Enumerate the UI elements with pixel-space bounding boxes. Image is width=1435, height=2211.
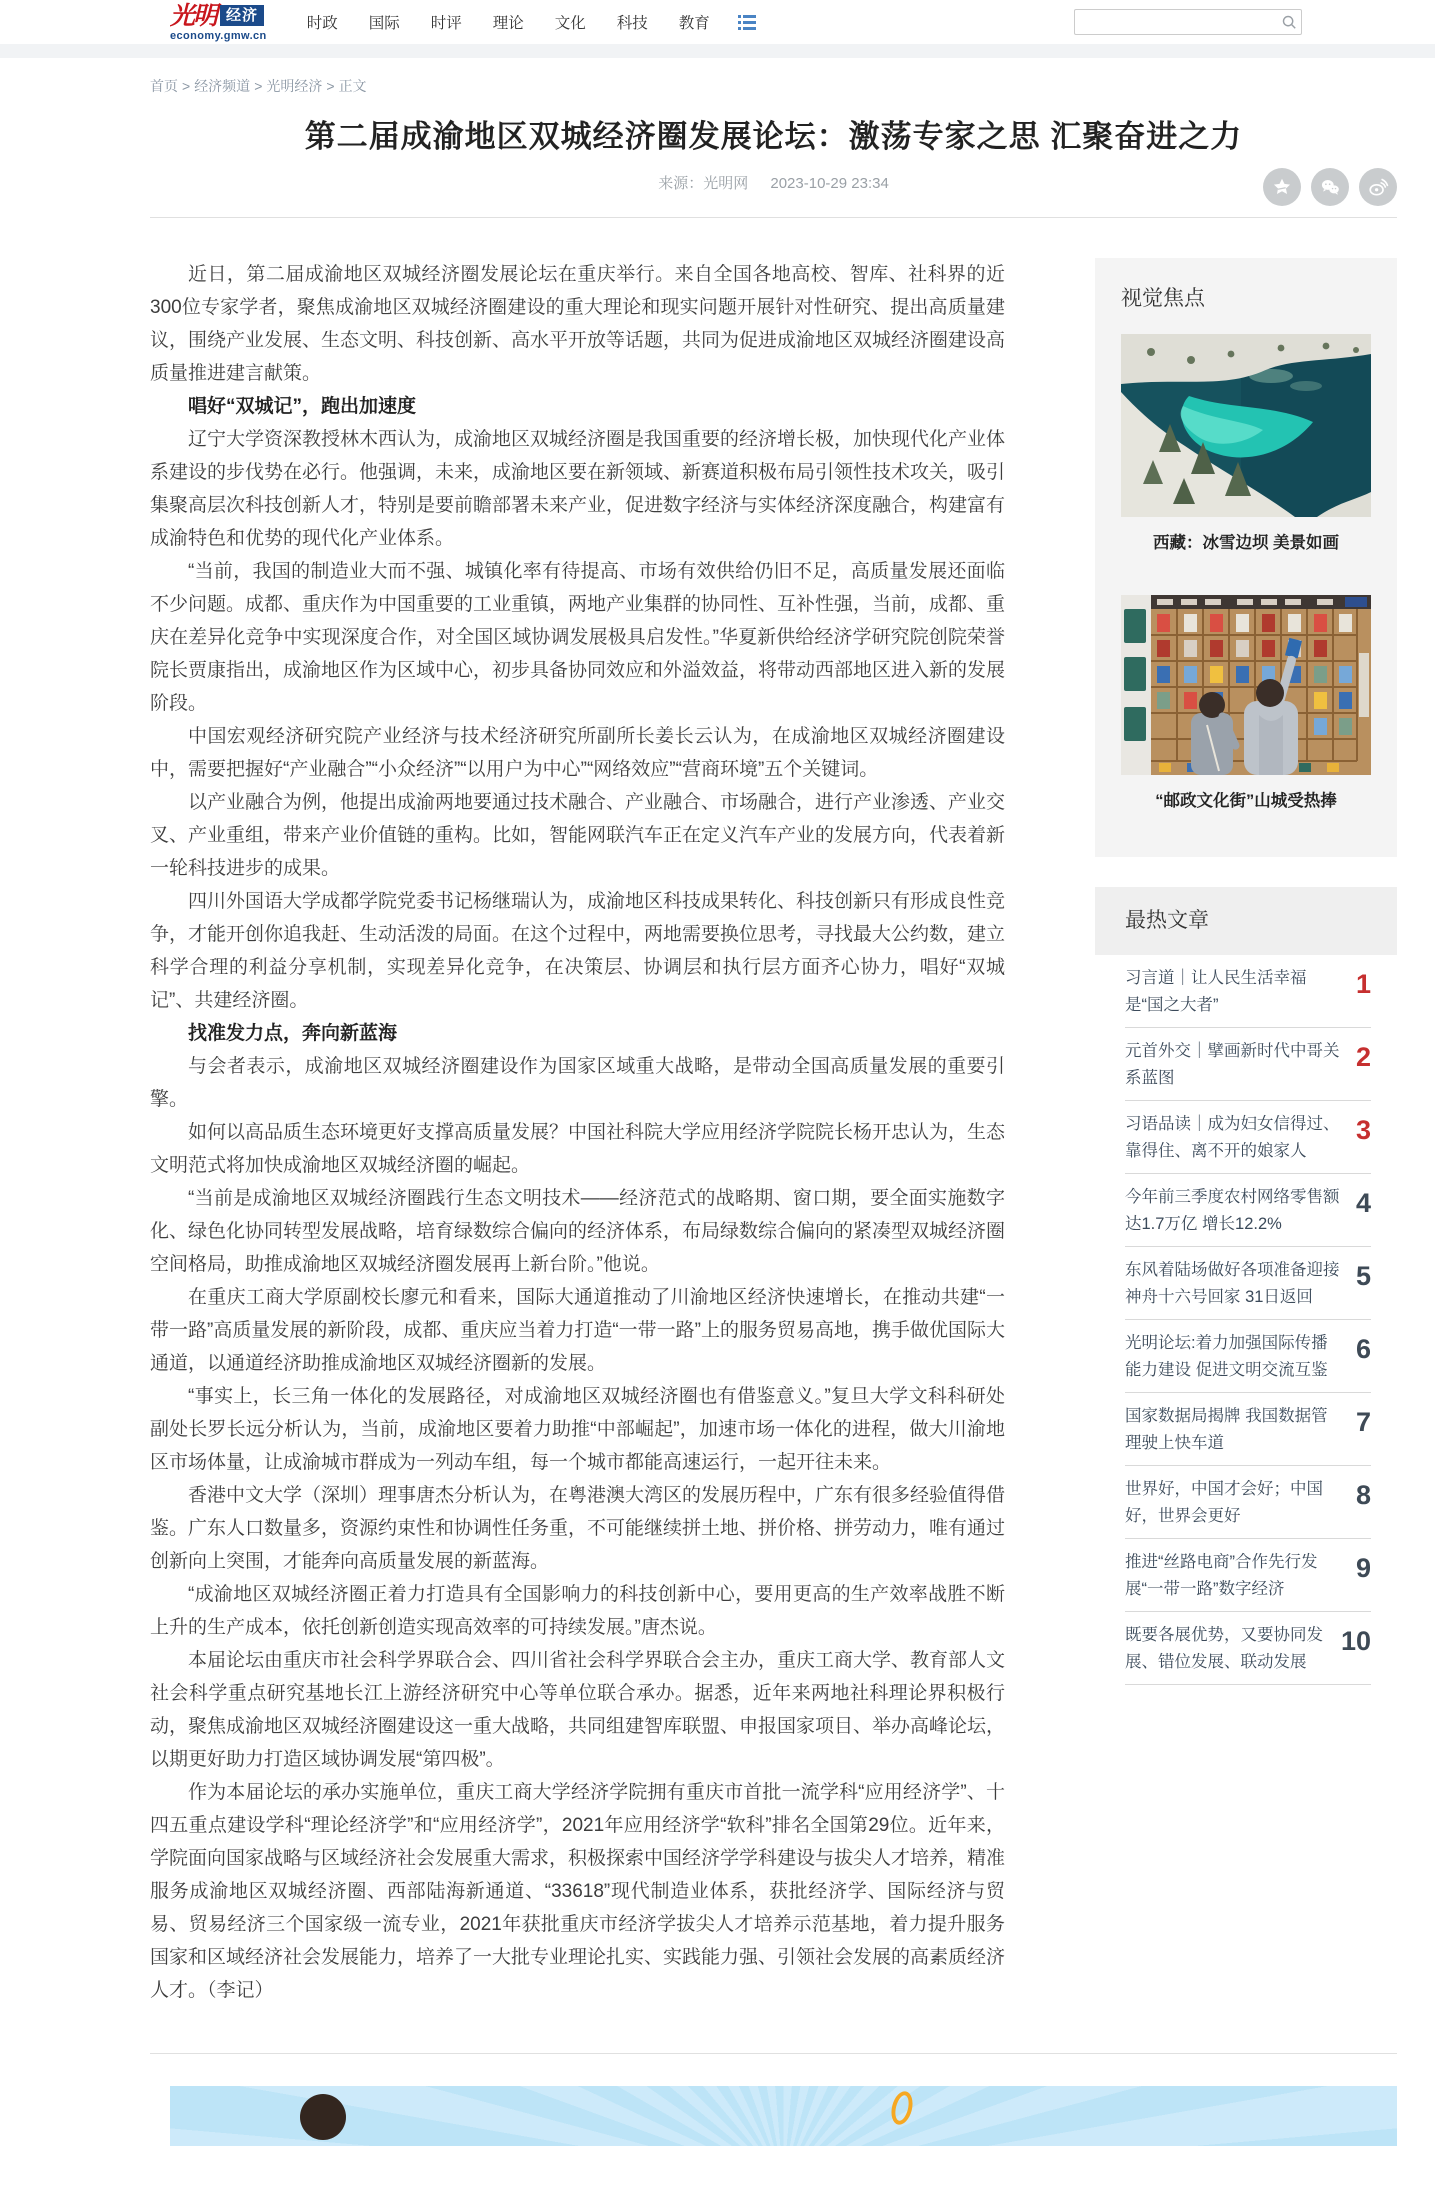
qzone-share-icon[interactable] [1263,168,1301,206]
hot-article-rank: 4 [1355,1188,1371,1218]
breadcrumb-link-2[interactable]: 经济频道 [194,78,251,94]
breadcrumb-separator: > [326,78,335,94]
visual-focus-title: 视觉焦点 [1121,287,1205,310]
breadcrumb-link-4[interactable]: 正文 [338,78,367,94]
banner-figure-decoration [300,2094,346,2140]
article-paragraph: “事实上，长三角一体化的发展路径，对成渝地区双城经济圈也有借鉴意义。”复旦大学文科科研处副处长罗长远分析认为，当前，成渝地区要着力助推“中部崛起”，加速市场一体化的进程，做大川渝地区市场体量，让成渝城市群成为一列动车组，每一个城市都能高速运行，一起开往未来。 [150,1386,1005,1473]
nav-item-2[interactable]: 国际 [368,15,400,32]
article-header-rule [150,217,1397,218]
visual-focus-image-lake[interactable] [1121,334,1371,517]
sidebar [1095,258,1397,1685]
hot-article-rank: 2 [1355,1042,1371,1072]
article-datetime: 2023-10-29 23:34 [770,175,889,192]
hot-article-title: 东风着陆场做好各项准备迎接神舟十六号回家 31日返回 [1125,1261,1340,1306]
hot-article-item-5[interactable] [1125,1247,1371,1320]
weibo-share-icon[interactable] [1359,168,1397,206]
article-paragraph: 近日，第二届成渝地区双城经济圈发展论坛在重庆举行。来自全国各地高校、智库、社科界的近300位专家学者，聚焦成渝地区双城经济圈建设的重大理论和现实问题开展针对性研究、提出高质量建议，围绕产业发展、生态文明、科技创新、高水平开放等话题，共同为促进成渝地区双城经济圈建设高质量推进建言献策。 [150,264,1006,384]
content-area [150,258,1397,2007]
nav-item-4[interactable]: 理论 [492,15,524,32]
hot-article-rank: 6 [1355,1334,1371,1364]
nav-menu [307,11,710,33]
hot-article-title: 世界好，中国才会好；中国好，世界会更好 [1125,1480,1323,1525]
article-paragraph: 本届论坛由重庆市社会科学界联合会、四川省社会科学界联合会主办，重庆工商大学、教育部人文社会科学重点研究基地长江上游经济研究中心等单位联合承办。据悉，近年来两地社科理论界积极行动，聚焦成渝地区双城经济圈建设这一重大战略，共同组建智库联盟、申报国家项目、举办高峰论坛，以期更好助力打造区域协调发展“第四极”。 [150,1650,1006,1770]
share-icons [1263,168,1397,206]
hot-article-rank: 9 [1355,1553,1371,1583]
article-paragraph: 作为本届论坛的承办实施单位，重庆工商大学经济学院拥有重庆市首批一流学科“应用经济学”、十四五重点建设学科“理论经济学”和“应用经济学”，2021年应用经济学“软科”排名全国第29位。近年来，学院面向国家战略与区域经济社会发展重大需求，积极探索中国经济学学科建设与拔尖人才培养，精准服务成渝地区双城经济圈、西部陆海新通道、“33618”现代制造业体系，获批经济学、国际经济与贸易、贸易经济三个国家级一流专业，2021年获批重庆市经济学拔尖人才培养示范基地，着力提升服务国家和区域经济社会发展能力，培养了一大批专业理论扎实、实践能力强、引领社会发展的高素质经济人才。（李记） [150,1782,1006,2001]
search-input[interactable] [1075,15,1277,30]
logo-brand-text: 光明 [170,0,217,30]
page-title: 第二届成渝地区双城经济圈发展论坛：激荡专家之思 汇聚奋进之力 [304,119,1243,154]
article-paragraph: 中国宏观经济研究院产业经济与技术经济研究所副所长姜长云认为，在成渝地区双城经济圈建设中，需要把握好“产业融合”“小众经济”“以用户为中心”“网络效应”“营商环境”五个关键词。 [150,726,1005,780]
visual-focus-box [1095,258,1397,857]
bottom-ad-banner[interactable] [170,2086,1397,2146]
visual-focus-caption[interactable]: “邮政文化街”山城受热捧 [1155,792,1337,810]
hot-article-item-9[interactable] [1125,1539,1371,1612]
logo-channel-badge: 经济 [220,5,264,26]
article-paragraph: “成渝地区双城经济圈正着力打造具有全国影响力的科技创新中心，要用更高的生产效率战胜不断上升的生产成本，依托创新创造实现高效率的可持续发展。”唐杰说。 [150,1584,1005,1638]
hot-article-item-7[interactable] [1125,1393,1371,1466]
breadcrumb [150,76,1435,96]
header-divider-strip [0,44,1435,58]
search-box [1074,9,1302,35]
hot-article-item-10[interactable] [1125,1612,1371,1685]
hot-articles-title: 最热文章 [1095,887,1397,955]
bottom-rule [150,2053,1397,2054]
breadcrumb-separator: > [254,78,263,94]
breadcrumb-separator: > [182,78,191,94]
hot-article-item-2[interactable] [1125,1028,1371,1101]
visual-focus-caption[interactable]: 西藏：冰雪边坝 美景如画 [1152,534,1340,552]
breadcrumb-link-3[interactable]: 光明经济 [266,78,323,94]
hot-article-title: 国家数据局揭牌 我国数据管理驶上快车道 [1125,1407,1328,1452]
article-paragraph: 与会者表示，成渝地区双城经济圈建设作为国家区域重大战略，是带动全国高质量发展的重要引擎。 [150,1056,1005,1110]
article-meta [150,172,1397,193]
hot-article-item-1[interactable] [1125,955,1371,1028]
hot-article-title: 推进“丝路电商”合作先行发展“一带一路”数字经济 [1125,1553,1318,1598]
top-navbar [0,0,1435,44]
hot-article-title: 习言道｜让人民生活幸福是“国之大者” [1125,969,1307,1014]
hot-article-title: 今年前三季度农村网络零售额达1.7万亿 增长12.2% [1125,1188,1340,1233]
visual-focus-image-bookstore[interactable] [1121,595,1371,775]
hot-article-item-6[interactable] [1125,1320,1371,1393]
article-paragraph: 四川外国语大学成都学院党委书记杨继瑞认为，成渝地区科技成果转化、科技创新只有形成良性竞争，才能开创你追我赶、生动活泼的局面。在这个过程中，两地需要换位思考，寻找最大公约数，建立科学合理的利益分享机制，实现差异化竞争，在决策层、协调层和执行层方面齐心协力，唱好“双城记”、共建经济圈。 [150,891,1006,1011]
hot-article-rank: 8 [1355,1480,1371,1510]
hot-article-item-8[interactable] [1125,1466,1371,1539]
search-icon[interactable] [1277,14,1301,30]
article-paragraph: 辽宁大学资深教授林木西认为，成渝地区双城经济圈是我国重要的经济增长极，加快现代化产业体系建设的步伐势在必行。他强调，未来，成渝地区要在新领域、新赛道积极布局引领性技术攻关，吸引集聚高层次科技创新人才，特别是要前瞻部署未来产业，促进数字经济与实体经济深度融合，构建富有成渝特色和优势的现代化产业体系。 [150,429,1006,549]
hot-articles-list [1095,955,1397,1685]
hot-article-item-4[interactable] [1125,1174,1371,1247]
site-logo[interactable] [170,0,267,42]
nav-item-6[interactable]: 科技 [616,15,648,32]
hot-article-item-3[interactable] [1125,1101,1371,1174]
article-paragraph: 香港中文大学（深圳）理事唐杰分析认为，在粤港澳大湾区的发展历程中，广东有很多经验值得借鉴。广东人口数量多，资源约束性和协调性任务重，不可能继续拼土地、拼价格、拼劳动力，唯有通过创新向上突围，才能奔向高质量发展的新蓝海。 [150,1485,1006,1572]
banner-flame-decoration [888,2089,916,2127]
article-subheading: 唱好“双城记”，跑出加速度 [188,396,417,417]
hot-article-rank: 5 [1355,1261,1371,1291]
hot-article-rank: 7 [1355,1407,1371,1437]
nav-item-3[interactable]: 时评 [430,15,462,32]
article-paragraph: 如何以高品质生态环境更好支撑高质量发展？中国社科院大学应用经济学院院长杨开忠认为，生态文明范式将加快成渝地区双城经济圈的崛起。 [150,1122,1006,1176]
article-paragraph: 在重庆工商大学原副校长廖元和看来，国际大通道推动了川渝地区经济快速增长，在推动共建“一带一路”高质量发展的新阶段，成都、重庆应当着力打造“一带一路”上的服务贸易高地，携手做优国际大通道，以通道经济助推成渝地区双城经济圈新的发展。 [150,1287,1005,1374]
more-menu-icon[interactable] [738,15,756,30]
wechat-share-icon[interactable] [1311,168,1349,206]
nav-item-5[interactable]: 文化 [554,15,586,32]
article-paragraph: “当前是成渝地区双城经济圈践行生态文明技术——经济范式的战略期、窗口期，要全面实施数字化、绿色化协同转型发展战略，培育绿数综合偏向的经济体系，布局绿数综合偏向的紧凑型双城经济圈空间格局，助推成渝地区双城经济圈发展再上新台阶。”他说。 [150,1188,1006,1275]
article-paragraph: “当前，我国的制造业大而不强、城镇化率有待提高、市场有效供给仍旧不足，高质量发展还面临不少问题。成都、重庆作为中国重要的工业重镇，两地产业集群的协同性、互补性强，当前，成都、重庆在差异化竞争中实现深度合作，对全国区域协调发展极具启发性。”华夏新供给经济学研究院创院荣誉院长贾康指出，成渝地区作为区域中心，初步具备协同效应和外溢效益，将带动西部地区进入新的发展阶段。 [150,561,1006,714]
article-paragraph: 以产业融合为例，他提出成渝两地要通过技术融合、产业融合、市场融合，进行产业渗透、产业交叉、产业重组，带来产业价值链的重构。比如，智能网联汽车正在定义汽车产业的发展方向，代表着新一轮科技进步的成果。 [150,792,1006,879]
nav-item-1[interactable]: 时政 [306,15,338,32]
hot-article-title: 光明论坛:着力加强国际传播能力建设 促进文明交流互鉴 [1125,1334,1328,1379]
nav-item-7[interactable]: 教育 [678,15,710,32]
hot-article-title: 既要各展优势，又要协同发展、错位发展、联动发展 [1125,1626,1323,1671]
article-body [150,258,1005,2007]
hot-article-rank: 10 [1340,1626,1371,1656]
logo-domain-text: economy.gmw.cn [170,29,267,42]
hot-article-rank: 3 [1355,1115,1371,1145]
hot-article-rank: 1 [1355,969,1371,999]
hot-article-title: 元首外交｜擘画新时代中哥关系蓝图 [1125,1042,1340,1087]
article-header [150,96,1397,193]
article-subheading: 找准发力点，奔向新蓝海 [188,1023,398,1044]
hot-article-title: 习语品读｜成为妇女信得过、靠得住、离不开的娘家人 [1125,1115,1340,1160]
hot-articles-box [1095,887,1397,1685]
article-source: 来源：光明网 [658,175,749,192]
breadcrumb-link-1[interactable]: 首页 [150,78,178,94]
